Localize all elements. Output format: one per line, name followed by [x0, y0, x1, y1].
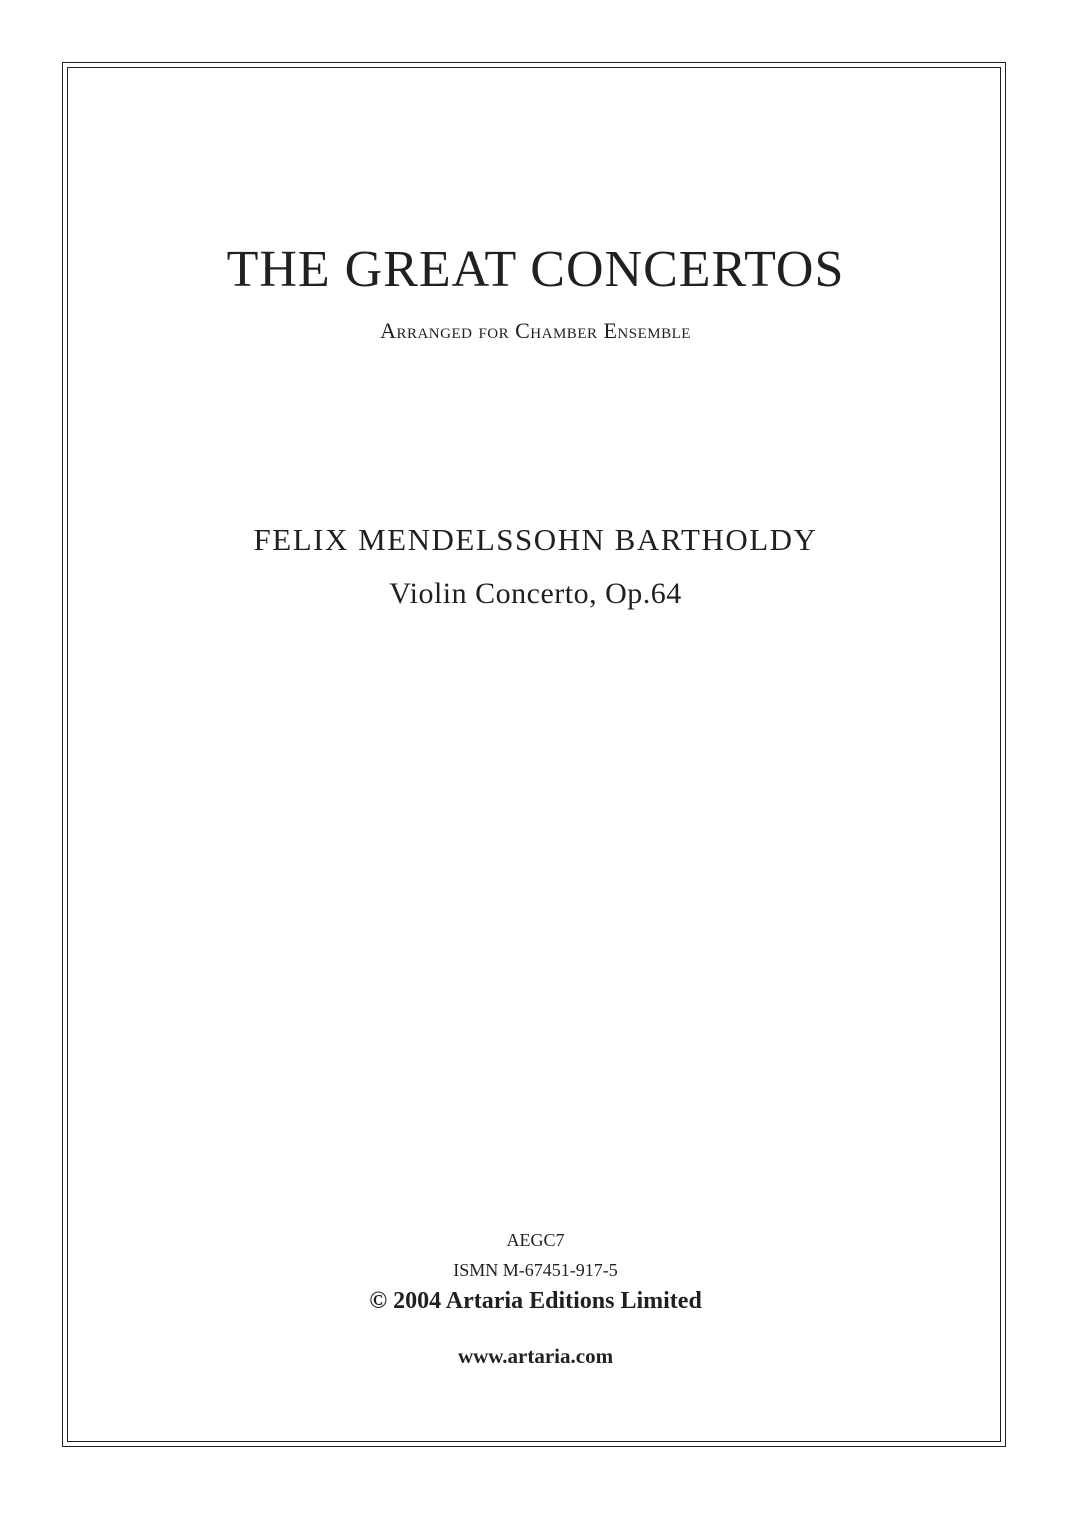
- work-title: Violin Concerto, Op.64: [389, 577, 682, 610]
- series-subtitle: Arranged for Chamber Ensemble: [380, 318, 691, 343]
- series-title: THE GREAT CONCERTOS: [226, 241, 845, 298]
- copyright-notice: © 2004 Artaria Editions Limited: [369, 1288, 702, 1314]
- publisher-website: www.artaria.com: [457, 1344, 614, 1368]
- catalog-code: AEGC7: [506, 1230, 565, 1250]
- ismn-number: ISMN M-67451-917-5: [453, 1260, 618, 1280]
- composer-name: FELIX MENDELSSOHN BARTHOLDY: [253, 522, 818, 557]
